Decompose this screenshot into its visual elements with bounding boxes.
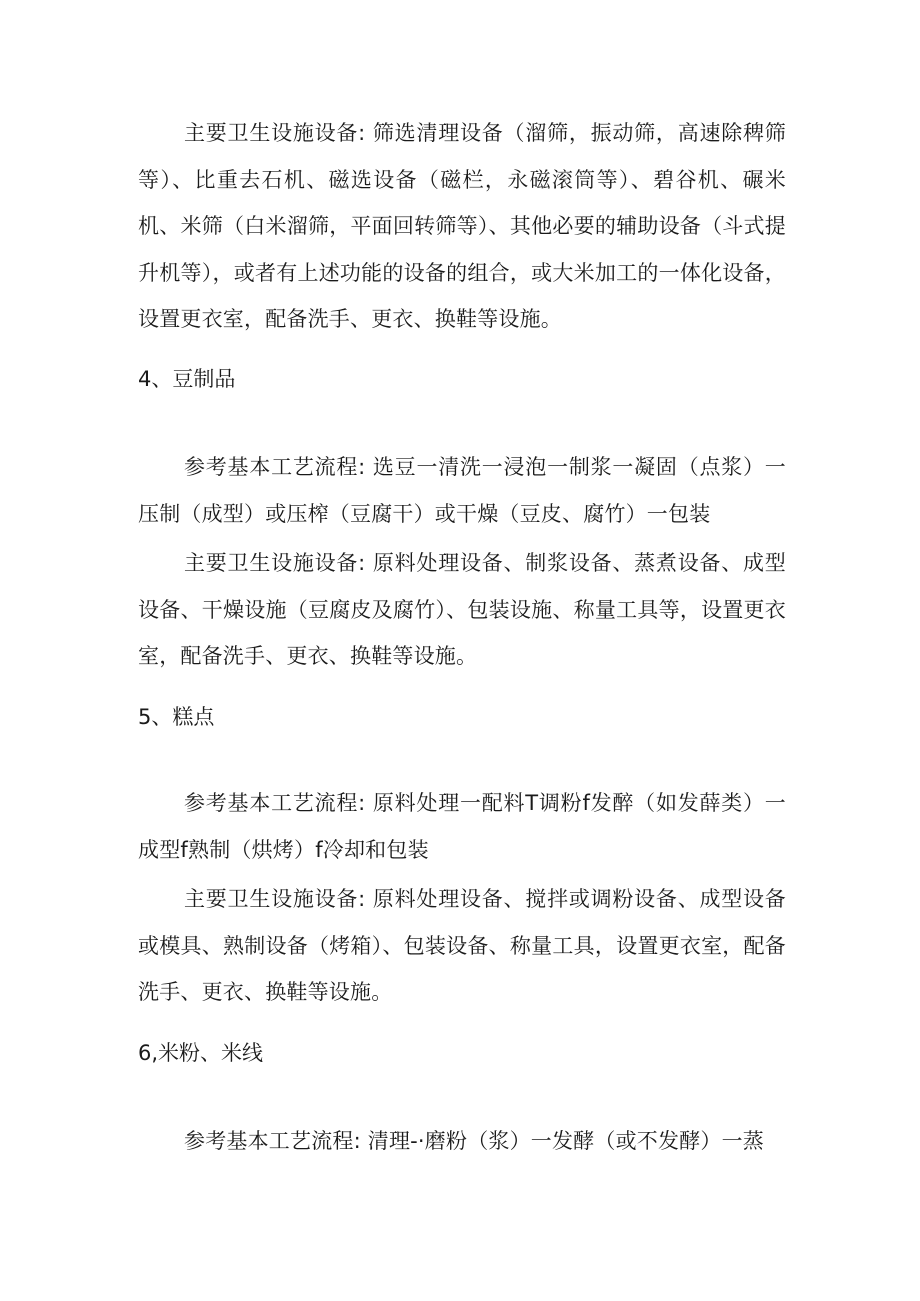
pastry-equipment-paragraph: 主要卫生设施设备: 原料处理设备、搅拌或调粉设备、成型设备或模具、熟制设备（烤箱）、包装设备、称量工具，设置更衣室，配备洗手、更衣、换鞋等设施。: [138, 887, 786, 1004]
pastry-process-paragraph: 参考基本工艺流程: 原料处理一配料T调粉f发醉（如发薛类）一成型f熟制（烘烤）f冷却和包装: [138, 791, 786, 862]
rice-noodle-process-paragraph: 参考基本工艺流程: 清理-·磨粉（浆）一发酵（或不发酵）一蒸: [184, 1129, 765, 1153]
rice-noodle-heading: 6,米粉、米线: [138, 1041, 264, 1065]
bean-process-paragraph: 参考基本工艺流程: 选豆一清洗一浸泡一制浆一凝固（点浆）一压制（成型）或压榨（豆腐干）或干燥（豆皮、腐竹）一包装: [138, 455, 786, 526]
bean-products-heading: 4、豆制品: [138, 367, 236, 391]
pastry-heading: 5、糕点: [138, 705, 215, 729]
rice-equipment-paragraph: 主要卫生设施设备: 筛选清理设备（溜筛，振动筛，高速除稗筛等）、比重去石机、磁选设备（磁栏，永磁滚筒等）、碧谷机、碾米机、米筛（白米溜筛，平面回转筛等）、其他必要的辅助设备（斗式提升机等），或者有上述功能的设备的组合，或大米加工的一体化设备，设置更衣室，配备洗手、更衣、换鞋等设施。: [138, 121, 786, 331]
bean-equipment-paragraph: 主要卫生设施设备: 原料处理设备、制浆设备、蒸煮设备、成型设备、干燥设施（豆腐皮及腐竹）、包装设施、称量工具等，设置更衣室，配备洗手、更衣、换鞋等设施。: [138, 551, 786, 668]
